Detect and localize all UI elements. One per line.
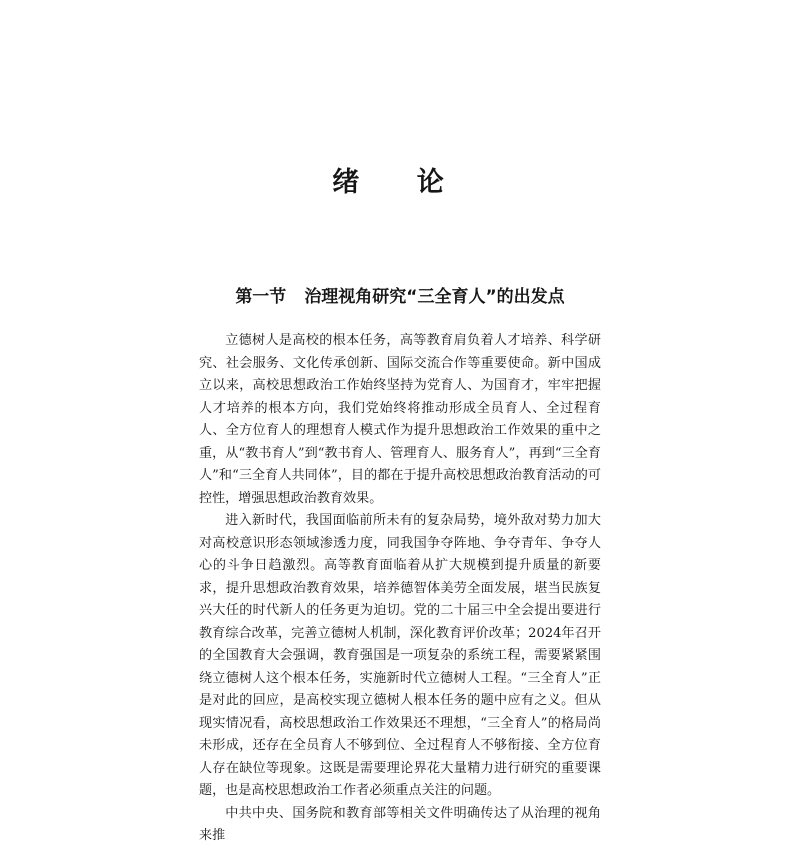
- section-number: 第一节: [235, 287, 287, 307]
- body-text: [199, 330, 601, 848]
- paragraph: 中共中央、国务院和教育部等相关文件明确传达了从治理的视角来推: [199, 805, 601, 843]
- chapter-title: 绪 论: [332, 167, 468, 198]
- paragraph: 进入新时代，我国面临前所未有的复杂局势，境外敌对势力加大对高校意识形态领域渗透力度，同我国争夺阵地、争夺青年、争夺人心的斗争日趋激烈。高等教育面临着从扩大规模到提升质量的新要求，提升思想政治教育效果，培养德智体美劳全面发展，堪当民族复兴大任的时代新人的任务更为迫切。党的二十届三中全会提出要进行教育综合改革，完善立德树人机制，深化教育评价改革；2024年召开的全国教育大会强调，教育强国是一项复杂的系统工程，需要紧紧围绕立德树人这个根本任务，实施新时代立德树人工程。“三全育人”正是对此的回应，是高校实现立德树人根本任务的题中应有之义。但从现实情况看，高校思想政治工作效果还不理想，“三全育人”的格局尚未形成，还存在全员育人不够到位、全过程育人不够衔接、全方位育人存在缺位等现象。这既是需要理论界花大量精力进行研究的重要课题，也是高校思想政治工作者必须重点关注的问题。: [199, 513, 601, 798]
- section-heading: [180, 285, 620, 309]
- section-title: 治理视角研究“三全育人”的出发点: [304, 287, 565, 307]
- paragraph: 立德树人是高校的根本任务，高等教育肩负着人才培养、科学研究、社会服务、文化传承创新、国际交流合作等重要使命。新中国成立以来，高校思想政治工作始终坚持为党育人、为国育才，牢牢把握人才培养的根本方向，我们党始终将推动形成全员育人、全过程育人、全方位育人的理想育人模式作为提升思想政治工作效果的重中之重，从“教书育人”到“教书育人、管理育人、服务育人”，再到“三全育人”和“三全育人共同体”，目的都在于提升高校思想政治教育活动的可控性，增强思想政治教育效果。: [199, 333, 601, 506]
